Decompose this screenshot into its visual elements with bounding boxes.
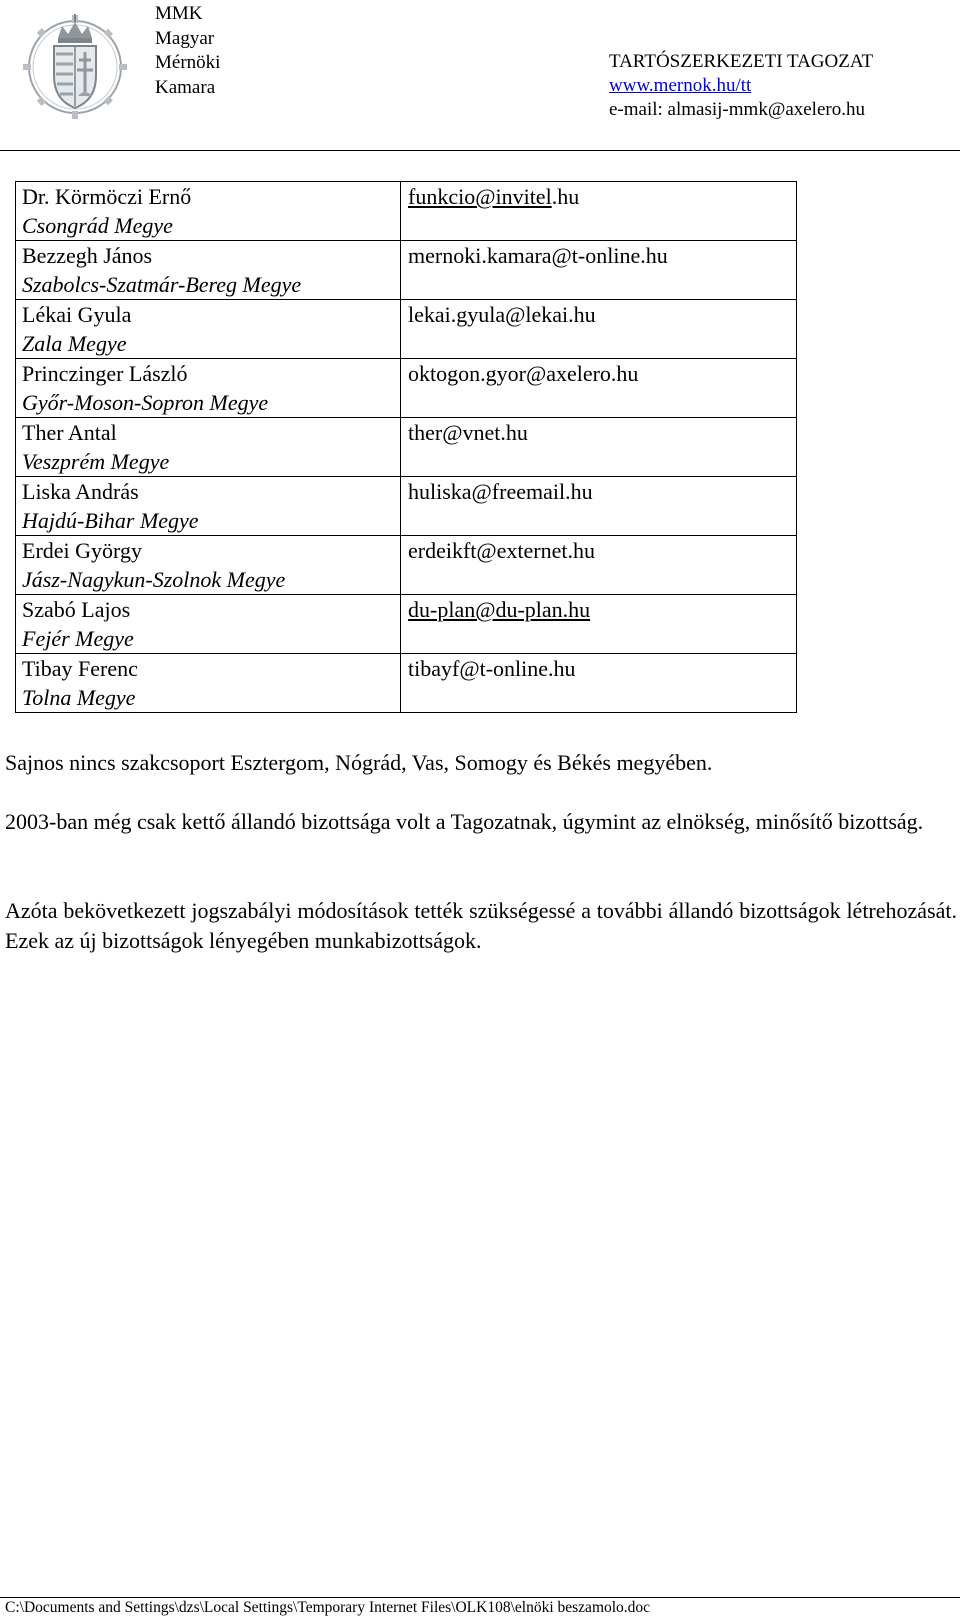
org-name-line: Mérnöki (155, 52, 221, 73)
section-title: TARTÓSZERKEZETI TAGOZAT (609, 51, 874, 72)
person-name: Tibay Ferenc (22, 656, 138, 681)
org-name-line: MMK (155, 3, 203, 24)
email-cell (401, 241, 797, 300)
email-cell (401, 536, 797, 595)
name-cell (16, 182, 401, 241)
table-row (16, 359, 797, 418)
paragraph-new-committees: Azóta bekövetkezett jogszabályi módosítások tették szükségessé a további állandó bizottságok létrehozását. Ezek az új bizottságok lényegében munkabizottságok. (5, 898, 957, 953)
section-info (609, 50, 873, 122)
name-cell (16, 418, 401, 477)
table-row (16, 300, 797, 359)
coat-of-arms-icon (18, 4, 136, 124)
county-name: Tolna Megye (22, 685, 136, 710)
county-name: Csongrád Megye (22, 213, 173, 238)
name-cell (16, 654, 401, 713)
file-path: C:\Documents and Settings\dzs\Local Settings\Temporary Internet Files\OLK108\elnöki beszamolo.doc (5, 1599, 651, 1616)
email-cell (401, 359, 797, 418)
name-cell (16, 536, 401, 595)
county-name: Fejér Megye (22, 626, 134, 651)
email-address[interactable]: mernoki.kamara@t-online.hu (408, 243, 668, 268)
email-cell (401, 418, 797, 477)
email-address[interactable]: oktogon.gyor@axelero.hu (408, 361, 639, 386)
email-cell (401, 595, 797, 654)
county-name: Zala Megye (22, 331, 127, 356)
email-cell (401, 654, 797, 713)
table-row (16, 241, 797, 300)
person-name: Ther Antal (22, 420, 117, 445)
name-cell (16, 359, 401, 418)
website-link[interactable]: www.mernok.hu/tt (609, 75, 752, 96)
email-cell (401, 182, 797, 241)
person-name: Princzinger László (22, 361, 188, 386)
contact-email: e-mail: almasij-mmk@axelero.hu (609, 99, 865, 120)
email-link[interactable]: funkcio@invitel (408, 184, 552, 209)
paragraph-missing-groups: Sajnos nincs szakcsoport Esztergom, Nógrád, Vas, Somogy és Békés megyében. (5, 750, 713, 775)
email-address[interactable]: erdeikft@externet.hu (408, 538, 596, 563)
person-name: Liska András (22, 479, 139, 504)
county-name: Győr-Moson-Sopron Megye (22, 390, 269, 415)
table-row (16, 418, 797, 477)
person-name: Erdei György (22, 538, 142, 563)
name-cell (16, 241, 401, 300)
county-name: Hajdú-Bihar Megye (22, 508, 199, 533)
email-address[interactable]: huliska@freemail.hu (408, 479, 593, 504)
org-name-line: Magyar (155, 27, 215, 49)
contact-table (15, 181, 797, 713)
email-suffix: .hu (551, 184, 580, 209)
county-name: Veszprém Megye (22, 449, 170, 474)
person-name: Bezzegh János (22, 243, 153, 268)
table-row (16, 536, 797, 595)
person-name: Dr. Körmöczi Ernő (22, 184, 192, 209)
email-cell (401, 477, 797, 536)
person-name: Lékai Gyula (22, 302, 132, 327)
table-row (16, 595, 797, 654)
email-address[interactable]: lekai.gyula@lekai.hu (408, 302, 596, 327)
email-link[interactable]: du-plan@du-plan.hu (408, 597, 591, 622)
header-divider (0, 150, 960, 151)
email-address[interactable] (408, 182, 796, 211)
email-address[interactable]: ther@vnet.hu (408, 420, 528, 445)
table-row (16, 654, 797, 713)
email-address[interactable]: tibayf@t-online.hu (408, 656, 576, 681)
name-cell (16, 477, 401, 536)
county-name: Szabolcs-Szatmár-Bereg Megye (22, 272, 302, 297)
paragraph-committees-2003: 2003-ban még csak kettő állandó bizottsága volt a Tagozatnak, úgymint az elnökség, minősítő bizottság. (5, 809, 924, 834)
email-cell (401, 300, 797, 359)
person-name: Szabó Lajos (22, 597, 131, 622)
table-row (16, 477, 797, 536)
table-row (16, 182, 797, 241)
org-name-line: Kamara (155, 76, 216, 98)
name-cell (16, 595, 401, 654)
county-name: Jász-Nagykun-Szolnok Megye (22, 567, 286, 592)
name-cell (16, 300, 401, 359)
org-name (155, 2, 220, 100)
